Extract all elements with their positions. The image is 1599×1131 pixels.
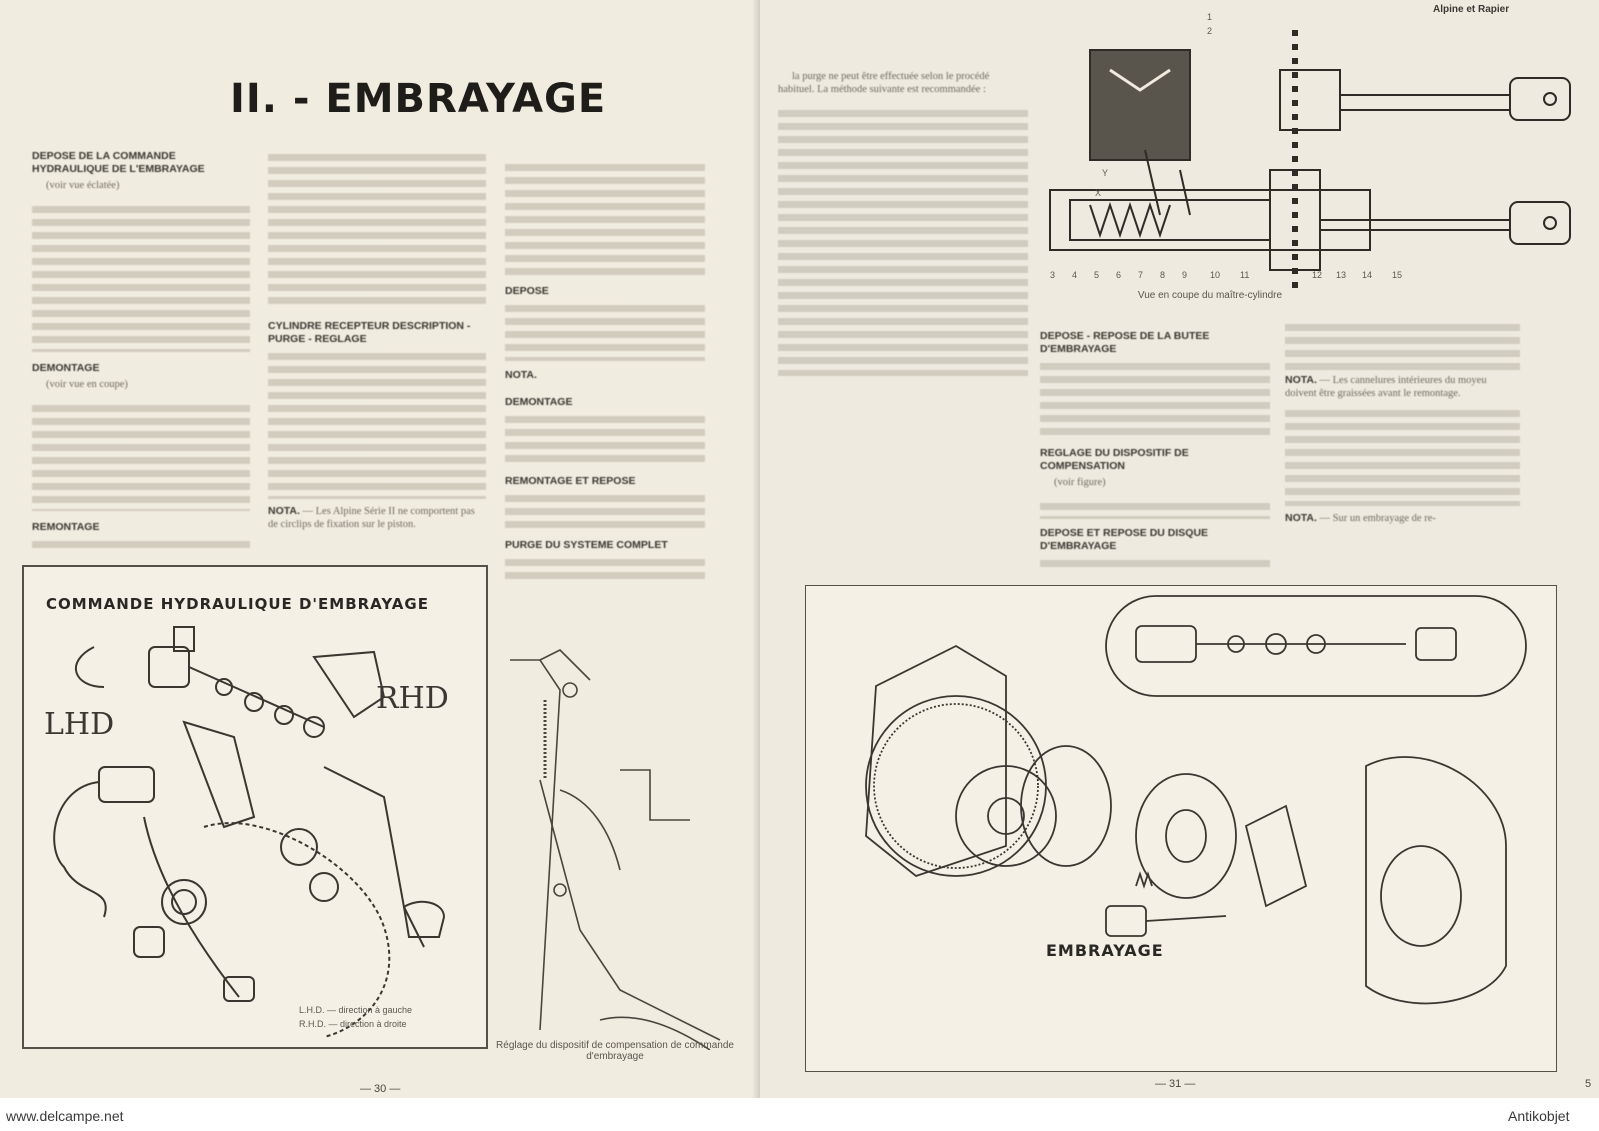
section-subheading: (voir figure) (1054, 477, 1106, 488)
diagram-title: EMBRAYAGE (1046, 941, 1164, 960)
callout-11: 11 (1240, 270, 1250, 280)
callout-1: 1 (1207, 12, 1213, 22)
callout-6: 6 (1116, 270, 1122, 280)
section-heading: DEPOSE - REPOSE DE LA BUTEE D'EMBRAYAGE (1040, 330, 1210, 355)
callout-8: 8 (1160, 270, 1166, 280)
section-heading: PURGE DU SYSTEME COMPLET (505, 539, 668, 551)
section-heading: REMONTAGE ET REPOSE (505, 475, 636, 487)
master-cylinder-section (1030, 30, 1599, 290)
right-text-column-1 (778, 70, 1028, 400)
callout-10: 10 (1210, 270, 1221, 280)
callout-12: 12 (1312, 270, 1323, 280)
page-number-right: — 31 — (1155, 1078, 1196, 1090)
left-page (0, 0, 760, 1098)
text-column-1 (32, 150, 250, 550)
section-heading: DEPOSE (505, 285, 549, 297)
callout-9: 9 (1182, 270, 1188, 280)
right-text-column-3 (1285, 320, 1520, 570)
clutch-exploded-drawing (806, 586, 1556, 1071)
nota-label: NOTA. (1285, 512, 1317, 524)
watermark-bar (0, 1098, 1599, 1131)
purge-intro: la purge ne peut être effectuée selon le procédé habituel. La méthode suivante est recommandée : (778, 71, 990, 95)
nota-text: — Les cannelures intérieures du moyeu doivent être graissées avant le remontage. (1285, 375, 1487, 399)
legend-line-2: R.H.D. — direction à droite (299, 1019, 407, 1029)
section-heading: DEPOSE ET REPOSE DU DISQUE D'EMBRAYAGE (1040, 527, 1209, 552)
hydraulic-diagram-frame (22, 565, 488, 1049)
callout-5: 5 (1094, 270, 1100, 280)
hydraulic-exploded-drawing (24, 567, 486, 1047)
section-heading: DEPOSE DE LA COMMANDE HYDRAULIQUE DE L'EMBRAYAGE (32, 150, 205, 175)
callout-3: 3 (1050, 270, 1056, 280)
callout-14: 14 (1362, 270, 1373, 280)
watermark-left: www.delcampe.net (6, 1108, 124, 1124)
pedal-adjustment-drawing (500, 630, 740, 1050)
section-heading: REGLAGE DU DISPOSITIF DE COMPENSATION (1040, 447, 1189, 472)
nota-text: — Les Alpine Série II ne comportent pas de circlips de fixation sur le piston. (268, 506, 475, 530)
nota-text: — Sur un embrayage de re- (1319, 513, 1436, 524)
pedal-caption: Réglage du dispositif de compensation de commande d'embrayage (496, 1040, 734, 1062)
clutch-diagram-frame (805, 585, 1557, 1072)
callout-15: 15 (1392, 270, 1403, 280)
callout-y: Y (1102, 168, 1109, 178)
corner-number: 5 (1585, 1078, 1592, 1090)
page-number-left: — 30 — (360, 1083, 401, 1095)
watermark-right: Antikobjet (1508, 1108, 1570, 1124)
diagram-title: COMMANDE HYDRAULIQUE D'EMBRAYAGE (46, 595, 429, 613)
section-heading: DEMONTAGE (32, 362, 100, 374)
text-column-2 (268, 150, 486, 550)
rhd-label: RHD (376, 681, 449, 716)
section-heading: CYLINDRE RECEPTEUR DESCRIPTION - PURGE - REGLAGE (268, 320, 471, 345)
legend-line-1: L.H.D. — direction à gauche (299, 1005, 413, 1015)
callout-7: 7 (1138, 270, 1144, 280)
callout-13: 13 (1336, 270, 1347, 280)
callout-x: X (1095, 188, 1102, 198)
running-title: Alpine et Rapier (1433, 4, 1510, 15)
nota-label: NOTA. (505, 369, 537, 381)
right-page (760, 0, 1599, 1098)
callout-2: 2 (1207, 26, 1213, 36)
section-heading: DEMONTAGE (505, 396, 573, 408)
page-title: II. - EMBRAYAGE (230, 76, 607, 122)
section-subheading: (voir vue éclatée) (46, 180, 120, 191)
nota-label: NOTA. (1285, 374, 1317, 386)
lhd-label: LHD (44, 707, 115, 742)
callout-4: 4 (1072, 270, 1078, 280)
nota-label: NOTA. (268, 505, 300, 517)
section-heading: REMONTAGE (32, 521, 100, 533)
right-text-column-2 (1040, 330, 1270, 570)
section-subheading: (voir vue en coupe) (46, 379, 128, 390)
text-column-3 (505, 160, 705, 600)
section-caption: Vue en coupe du maître-cylindre (1137, 290, 1283, 301)
